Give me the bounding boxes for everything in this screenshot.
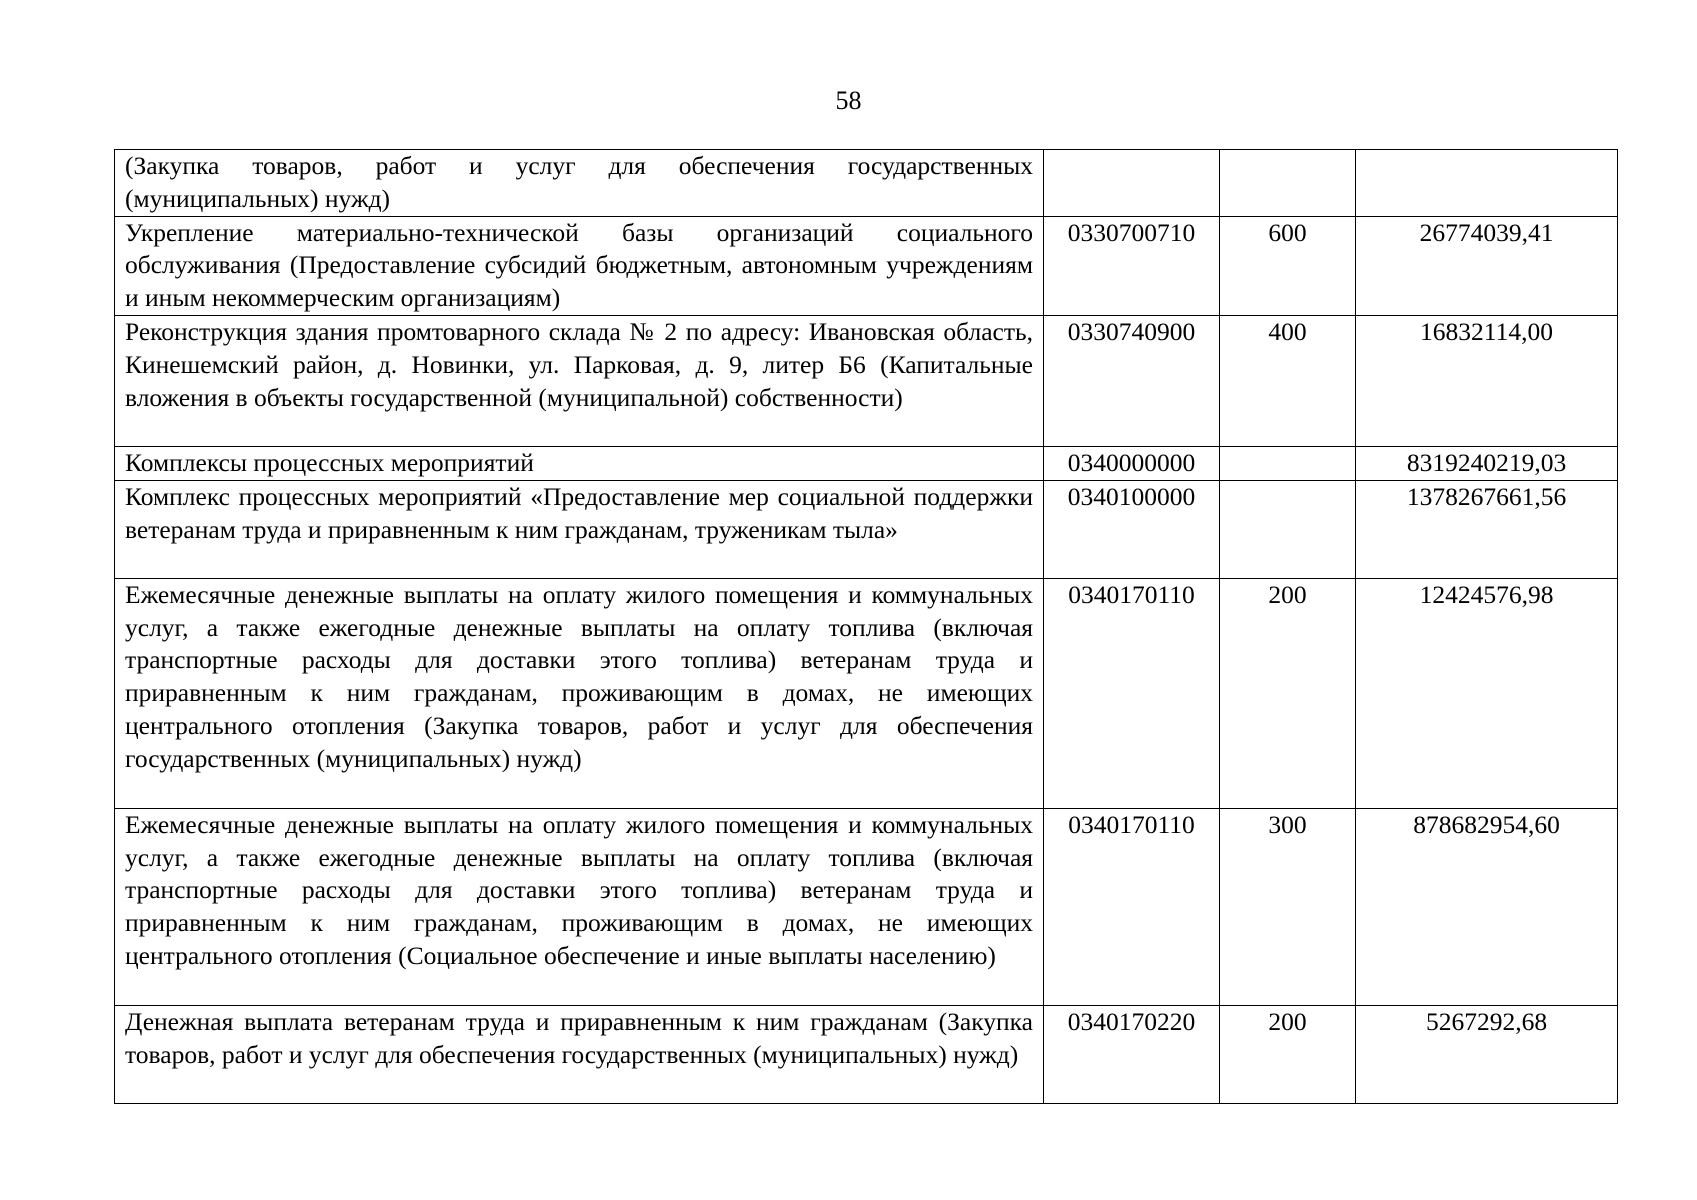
row-description: Реконструкция здания промтоварного склада № 2 по адресу: Ивановская область, Кинешемский район, д. Новинки, ул. Парковая, д. 9, литер Б6 (Капитальные вложения в объекты государственной (муниципальной) собственности) xyxy=(115,315,1044,446)
row-target-code: 0340100000 xyxy=(1044,480,1220,578)
row-target-code: 0340170220 xyxy=(1044,1005,1220,1103)
row-description: (Закупка товаров, работ и услуг для обеспечения государственных (муниципальных) нужд) xyxy=(115,150,1044,217)
row-expense-type: 200 xyxy=(1220,578,1356,808)
row-expense-type: 200 xyxy=(1220,1005,1356,1103)
row-target-code: 0330700710 xyxy=(1044,216,1220,315)
row-expense-type: 300 xyxy=(1220,808,1356,1005)
row-amount: 8319240219,03 xyxy=(1356,446,1618,480)
row-target-code: 0340170110 xyxy=(1044,578,1220,808)
budget-table xyxy=(114,149,1618,1104)
row-target-code: 0330740900 xyxy=(1044,315,1220,446)
table-row xyxy=(115,446,1618,480)
table-row xyxy=(115,216,1618,315)
table-row xyxy=(115,480,1618,578)
table-row xyxy=(115,578,1618,808)
row-amount: 1378267661,56 xyxy=(1356,480,1618,578)
page-number: 58 xyxy=(835,86,862,115)
row-target-code xyxy=(1044,150,1220,217)
row-amount: 12424576,98 xyxy=(1356,578,1618,808)
table-row xyxy=(115,150,1618,217)
row-expense-type xyxy=(1220,480,1356,578)
row-description: Денежная выплата ветеранам труда и приравненным к ним гражданам (Закупка товаров, работ и услуг для обеспечения государственных (муниципальных) нужд) xyxy=(115,1005,1044,1103)
row-amount: 5267292,68 xyxy=(1356,1005,1618,1103)
row-amount: 16832114,00 xyxy=(1356,315,1618,446)
row-description: Комплексы процессных мероприятий xyxy=(115,446,1044,480)
row-expense-type: 600 xyxy=(1220,216,1356,315)
row-expense-type xyxy=(1220,446,1356,480)
row-description: Ежемесячные денежные выплаты на оплату жилого помещения и коммунальных услуг, а также ежегодные денежные выплаты на оплату топлива (включая транспортные расходы для доставки этого топлива) ветеранам труда и приравненным к ним гражданам, проживающим в домах, не имеющих центрального отопления (Закупка товаров, работ и услуг для обеспечения государственных (муниципальных) нужд) xyxy=(115,578,1044,808)
row-description: Укрепление материально-технической базы организаций социального обслуживания (Предоставление субсидий бюджетным, автономным учреждениям и иным некоммерческим организациям) xyxy=(115,216,1044,315)
row-description: Ежемесячные денежные выплаты на оплату жилого помещения и коммунальных услуг, а также ежегодные денежные выплаты на оплату топлива (включая транспортные расходы для доставки этого топлива) ветеранам труда и приравненным к ним гражданам, проживающим в домах, не имеющих центрального отопления (Социальное обеспечение и иные выплаты населению) xyxy=(115,808,1044,1005)
row-amount: 878682954,60 xyxy=(1356,808,1618,1005)
row-amount xyxy=(1356,150,1618,217)
row-target-code: 0340170110 xyxy=(1044,808,1220,1005)
row-description: Комплекс процессных мероприятий «Предоставление мер социальной поддержки ветеранам труда и приравненным к ним гражданам, труженикам тыла» xyxy=(115,480,1044,578)
table-row xyxy=(115,808,1618,1005)
row-target-code: 0340000000 xyxy=(1044,446,1220,480)
table-row xyxy=(115,1005,1618,1103)
row-expense-type xyxy=(1220,150,1356,217)
table-row xyxy=(115,315,1618,446)
row-amount: 26774039,41 xyxy=(1356,216,1618,315)
row-expense-type: 400 xyxy=(1220,315,1356,446)
